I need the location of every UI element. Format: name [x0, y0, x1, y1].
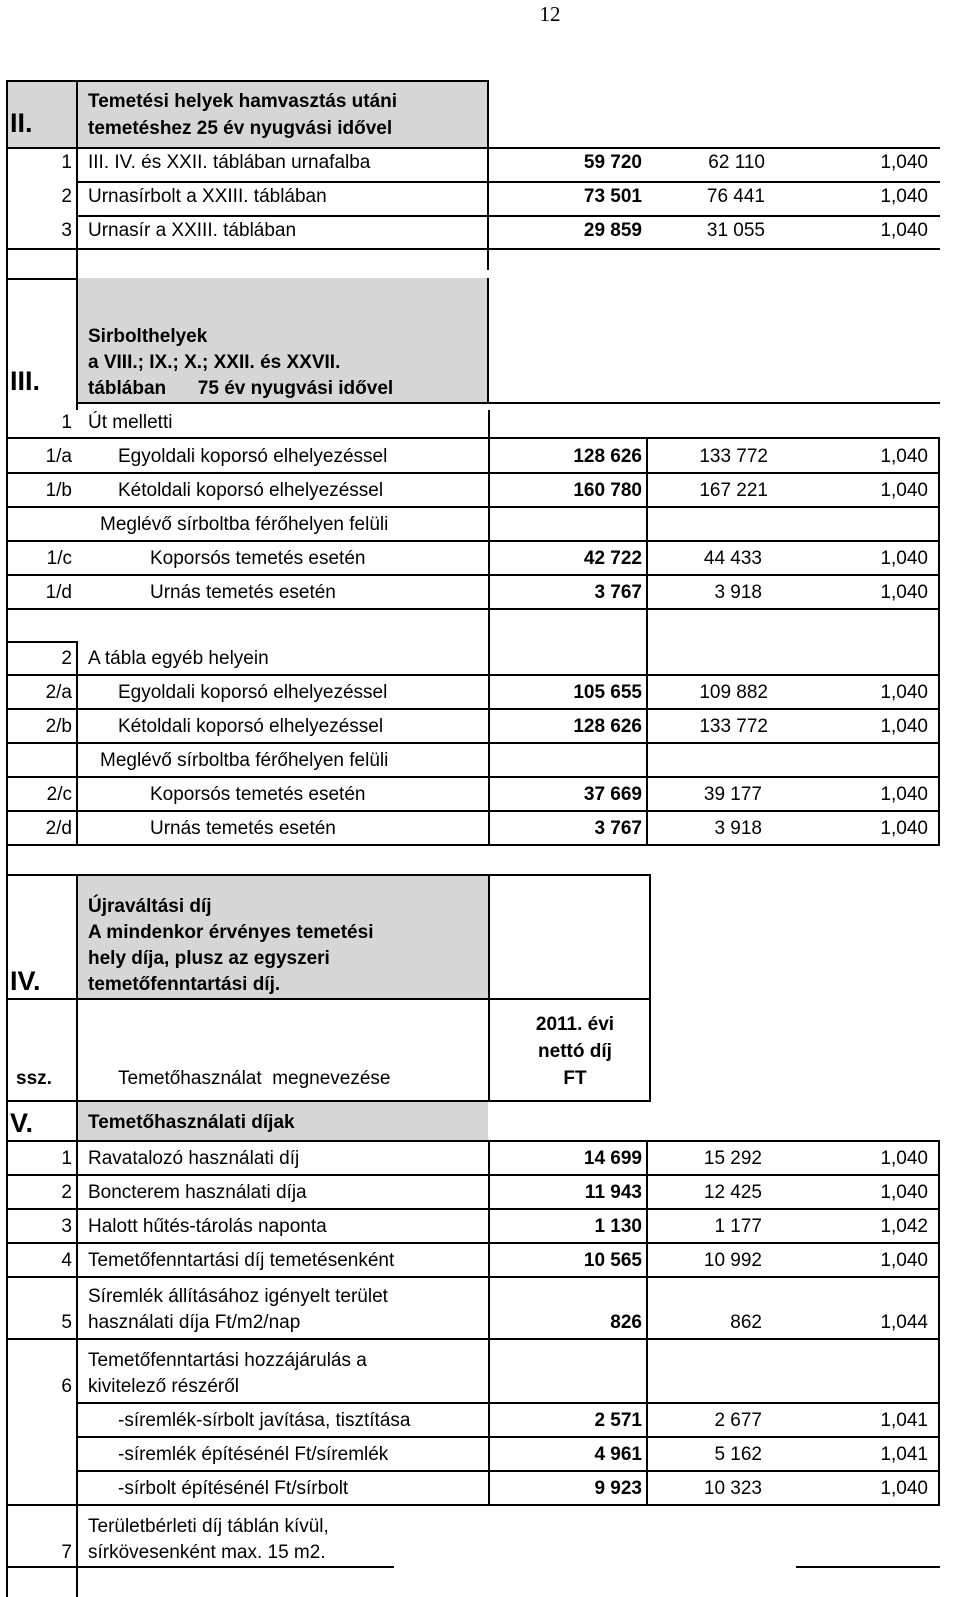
grid-line [6, 1504, 940, 1506]
grid-line [6, 1140, 940, 1142]
row-name: Urnasírbolt a XXIII. táblában [88, 186, 327, 207]
row-gross-price: 39 177 [703, 784, 762, 805]
row-number: 2 [61, 1182, 72, 1203]
row-number: 7 [61, 1542, 72, 1563]
row-ratio: 1,040 [880, 818, 928, 839]
row-gross-price: 2 677 [714, 1410, 762, 1431]
grid-line [6, 874, 650, 876]
row-number: 2/d [45, 818, 72, 839]
group-label: Út melletti [88, 412, 173, 433]
row-name: Egyoldali koporsó elhelyezéssel [118, 682, 388, 703]
row-name: Boncterem használati díja [88, 1182, 307, 1203]
section-v-roman: V. [10, 1108, 34, 1138]
row-net-price: 3 767 [594, 818, 642, 839]
row-net-price: 10 565 [583, 1250, 642, 1271]
header-price-line-2: nettó díj [538, 1041, 612, 1062]
row-ratio: 1,040 [880, 548, 928, 569]
grid-line [6, 1276, 940, 1278]
row-name: -síremlék építésénél Ft/síremlék [118, 1444, 389, 1465]
subheading: Meglévő sírboltba férőhelyen felüli [100, 750, 389, 771]
grid-line [76, 278, 78, 410]
row-number: 5 [61, 1312, 72, 1333]
grid-line [76, 1470, 940, 1472]
section-iv-title-line-3: hely díja, plusz az egyszeri [88, 948, 330, 969]
row-number: 1 [61, 152, 72, 173]
page-number: 12 [539, 2, 561, 26]
row-gross-price: 5 162 [714, 1444, 762, 1465]
grid-line [6, 80, 8, 280]
row-ratio: 1,040 [880, 152, 928, 173]
section-v-title: Temetőhasználati díjak [88, 1112, 295, 1133]
grid-line [6, 1174, 940, 1176]
header-name: Temetőhasználat megnevezése [118, 1068, 391, 1089]
row-gross-price: 76 441 [706, 186, 765, 207]
row-name: Urnás temetés esetén [150, 582, 336, 603]
section-iii-title-line-1: Sirbolthelyek [88, 326, 208, 347]
row-gross-price: 133 772 [699, 446, 768, 467]
section-ii-title-line-2: temetéshez 25 év nyugvási idővel [88, 118, 393, 139]
row-number: 2/b [45, 716, 72, 737]
row-ratio: 1,040 [880, 682, 928, 703]
row-ratio: 1,040 [880, 480, 928, 501]
grid-line [6, 1338, 940, 1340]
row-name: Koporsós temetés esetén [150, 548, 366, 569]
grid-line [487, 278, 489, 404]
grid-line [6, 708, 940, 710]
section-iv-roman: IV. [10, 966, 41, 996]
row-net-price: 11 943 [584, 1182, 642, 1203]
row-number: 1/c [46, 548, 72, 569]
row-name-line-2: sírkövesenként max. 15 m2. [88, 1542, 326, 1563]
row-gross-price: 31 055 [706, 220, 765, 241]
row-ratio: 1,040 [880, 716, 928, 737]
section-ii-roman: II. [10, 108, 33, 138]
row-net-price: 105 655 [573, 682, 642, 703]
row-net-price: 9 923 [594, 1478, 642, 1499]
grid-line [6, 674, 940, 676]
section-ii-title-line-1: Temetési helyek hamvasztás utáni [88, 91, 398, 112]
row-ratio: 1,040 [880, 1182, 928, 1203]
row-number: 1/a [45, 446, 72, 467]
row-name: Urnasír a XXIII. táblában [88, 220, 297, 241]
grid-line [6, 147, 940, 149]
row-name-line-2: használati díja Ft/m2/nap [88, 1312, 301, 1333]
row-net-price: 128 626 [573, 446, 642, 467]
row-name-line-2: kivitelező részéről [88, 1376, 239, 1397]
grid-line [6, 248, 940, 250]
row-gross-price: 15 292 [703, 1148, 762, 1169]
row-number: 2/a [45, 682, 72, 703]
row-ratio: 1,042 [880, 1216, 928, 1237]
row-ratio: 1,040 [880, 582, 928, 603]
grid-line [6, 776, 940, 778]
row-number: 3 [61, 1216, 72, 1237]
row-name: Koporsós temetés esetén [150, 784, 366, 805]
grid-line [6, 278, 78, 280]
grid-line [76, 642, 78, 846]
grid-line [6, 506, 940, 508]
row-number: 2/c [46, 784, 72, 805]
row-ratio: 1,040 [880, 784, 928, 805]
header-ssz: ssz. [16, 1068, 52, 1089]
section-iii-roman: III. [10, 366, 41, 396]
row-name-line-1: Temetőfenntartási hozzájárulás a [88, 1350, 367, 1371]
grid-line [6, 472, 940, 474]
grid-line [6, 998, 650, 1000]
row-ratio: 1,040 [880, 446, 928, 467]
row-number: 4 [61, 1250, 72, 1271]
grid-line [938, 437, 940, 846]
grid-line [76, 1402, 940, 1404]
row-gross-price: 12 425 [703, 1182, 762, 1203]
row-ratio: 1,040 [880, 1250, 928, 1271]
grid-line [6, 742, 940, 744]
row-name: Halott hűtés-tárolás naponta [88, 1216, 327, 1237]
row-ratio: 1,041 [880, 1444, 928, 1465]
grid-line [487, 80, 489, 270]
row-gross-price: 44 433 [703, 548, 762, 569]
row-name: Ravatalozó használati díj [88, 1148, 300, 1169]
row-gross-price: 109 882 [699, 682, 768, 703]
grid-line [6, 641, 78, 643]
grid-line [6, 810, 940, 812]
grid-line [6, 1566, 394, 1568]
group-number: 1 [61, 412, 72, 433]
group-number: 2 [61, 648, 72, 669]
row-name: Urnás temetés esetén [150, 818, 336, 839]
grid-line [649, 874, 651, 1102]
row-name: Egyoldali koporsó elhelyezéssel [118, 446, 388, 467]
grid-line [6, 874, 8, 1102]
row-name: Kétoldali koporsó elhelyezéssel [118, 480, 384, 501]
row-net-price: 128 626 [573, 716, 642, 737]
row-name: III. IV. és XXII. táblában urnafalba [88, 152, 371, 173]
row-ratio: 1,040 [880, 1148, 928, 1169]
row-net-price: 4 961 [594, 1444, 642, 1465]
grid-line [796, 1566, 940, 1568]
row-name: -síremlék-sírbolt javítása, tisztítása [118, 1410, 411, 1431]
grid-line [646, 437, 648, 846]
grid-line [76, 80, 78, 280]
row-gross-price: 133 772 [699, 716, 768, 737]
section-iii-title-line-2: a VIII.; IX.; X.; XXII. és XXVII. [88, 352, 341, 373]
row-net-price: 42 722 [583, 548, 642, 569]
row-net-price: 1 130 [594, 1216, 642, 1237]
section-iv-title-line-4: temetőfenntartási díj. [88, 974, 281, 995]
header-price-line-1: 2011. évi [535, 1014, 615, 1035]
grid-line [6, 1242, 940, 1244]
grid-line [6, 608, 940, 610]
row-name: Kétoldali koporsó elhelyezéssel [118, 716, 384, 737]
row-number: 1/b [45, 480, 72, 501]
row-gross-price: 862 [730, 1312, 762, 1333]
section-iii-title-line-3: táblában 75 év nyugvási idővel [88, 378, 394, 399]
row-name: Temetőfenntartási díj temetésenként [88, 1250, 395, 1271]
row-net-price: 160 780 [573, 480, 642, 501]
grid-line [488, 874, 490, 1102]
row-ratio: 1,044 [880, 1312, 928, 1333]
header-price-line-3: FT [563, 1068, 587, 1089]
grid-line [6, 540, 940, 542]
row-ratio: 1,041 [880, 1410, 928, 1431]
row-gross-price: 1 177 [714, 1216, 762, 1237]
grid-line [76, 215, 940, 217]
row-number: 1 [61, 1148, 72, 1169]
row-number: 3 [61, 220, 72, 241]
grid-line [6, 844, 940, 846]
grid-line [76, 181, 940, 183]
group-label: A tábla egyéb helyein [88, 648, 269, 669]
grid-line [938, 1140, 940, 1505]
row-gross-price: 167 221 [699, 480, 768, 501]
grid-line [6, 278, 8, 876]
grid-line [646, 1140, 648, 1505]
row-name-line-1: Síremlék állításához igényelt terület [88, 1286, 388, 1307]
row-net-price: 73 501 [583, 186, 642, 207]
subheading: Meglévő sírboltba férőhelyen felüli [100, 514, 389, 535]
grid-line [6, 574, 940, 576]
row-ratio: 1,040 [880, 1478, 928, 1499]
row-gross-price: 10 992 [703, 1250, 762, 1271]
row-name-line-1: Területbérleti díj táblán kívül, [88, 1516, 329, 1537]
row-name: -sírbolt építésénél Ft/sírbolt [118, 1478, 349, 1499]
section-iv-title-line-2: A mindenkor érvényes temetési [88, 922, 374, 943]
row-net-price: 29 859 [583, 220, 642, 241]
grid-line [488, 1140, 490, 1505]
grid-line [6, 80, 489, 82]
row-net-price: 826 [610, 1312, 642, 1333]
row-net-price: 3 767 [594, 582, 642, 603]
row-ratio: 1,040 [880, 220, 928, 241]
grid-line [6, 437, 940, 439]
row-gross-price: 3 918 [714, 818, 762, 839]
row-ratio: 1,040 [880, 186, 928, 207]
grid-line [488, 410, 490, 846]
row-net-price: 59 720 [583, 152, 642, 173]
grid-line [6, 1208, 940, 1210]
row-number: 2 [61, 186, 72, 207]
grid-line [76, 874, 78, 1102]
row-gross-price: 3 918 [714, 582, 762, 603]
row-net-price: 14 699 [583, 1148, 642, 1169]
grid-line [76, 402, 940, 404]
row-number: 6 [61, 1376, 72, 1397]
row-gross-price: 10 323 [703, 1478, 762, 1499]
grid-line [76, 1436, 940, 1438]
row-gross-price: 62 110 [708, 152, 765, 173]
row-net-price: 37 669 [583, 784, 642, 805]
section-iv-title-line-1: Újraváltási díj [88, 896, 212, 917]
row-net-price: 2 571 [594, 1410, 642, 1431]
row-number: 1/d [45, 582, 72, 603]
